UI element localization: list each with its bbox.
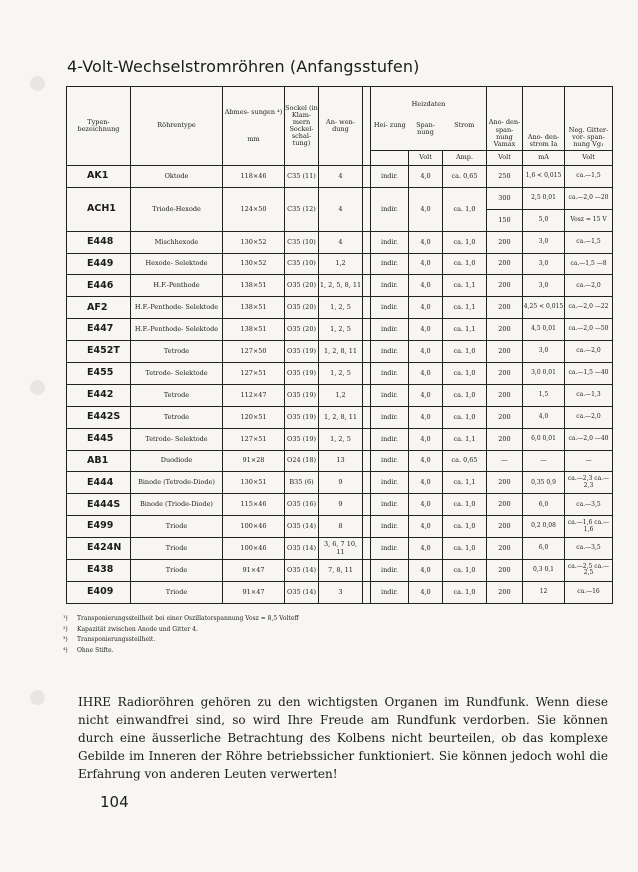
tube-socket: C35 (12) xyxy=(285,187,319,231)
tube-type: Triode xyxy=(131,560,223,582)
tube-name: E455 xyxy=(67,363,131,385)
tube-dimensions: 138×51 xyxy=(223,297,285,319)
tube-heater-voltage: 4,0 xyxy=(409,450,443,472)
header-spacer xyxy=(363,87,371,166)
spacer-cell xyxy=(363,516,371,538)
tube-dimensions: 138×51 xyxy=(223,319,285,341)
tube-application: 4 xyxy=(319,231,363,253)
tube-heater-voltage: 4,0 xyxy=(409,472,443,494)
tube-anode-current: 1,6 < 0,015 xyxy=(523,166,565,188)
tube-dimensions: 130×52 xyxy=(223,231,285,253)
header-rohrentype: Röhrentype xyxy=(131,87,223,166)
tube-anode-current: 6,0 xyxy=(523,494,565,516)
tube-grid-voltage: ca.—2,0 —22 xyxy=(565,297,613,319)
header-typenbezeichnung: Typen- bezeichnung xyxy=(67,87,131,166)
tube-grid-voltage: ca.—2,0 xyxy=(565,275,613,297)
tube-application: 1, 2, 5 xyxy=(319,319,363,341)
tube-anode-voltage: 200 xyxy=(487,494,523,516)
tube-dimensions: 130×51 xyxy=(223,472,285,494)
tube-heating: indir. xyxy=(371,341,409,363)
table-row xyxy=(67,450,613,472)
tube-application: 9 xyxy=(319,494,363,516)
table-row xyxy=(67,363,613,385)
tube-anode-current: 0,2 0,08 xyxy=(523,516,565,538)
tube-grid-voltage: ca.—1,5 xyxy=(565,231,613,253)
tube-anode-current: 4,5 0,01 xyxy=(523,319,565,341)
tube-heating: indir. xyxy=(371,253,409,275)
tube-name: AK1 xyxy=(67,166,131,188)
tube-socket: O35 (19) xyxy=(285,341,319,363)
tube-grid-voltage: ca.—2,0 —40 xyxy=(565,428,613,450)
tube-type: Tetrode xyxy=(131,406,223,428)
tube-anode-voltage: 200 xyxy=(487,231,523,253)
tube-type: H.F.-Penthode- Selektode xyxy=(131,297,223,319)
tube-heating: indir. xyxy=(371,406,409,428)
tube-heating: indir. xyxy=(371,275,409,297)
spacer-cell xyxy=(363,560,371,582)
tube-type: Hexode- Selektode xyxy=(131,253,223,275)
table-row xyxy=(67,428,613,450)
tube-application: 1, 2, 5, 8, 11 xyxy=(319,275,363,297)
spacer-cell xyxy=(363,450,371,472)
footnote-text: Kapazität zwischen Anode und Gitter 4. xyxy=(77,625,198,633)
punch-hole xyxy=(30,380,45,395)
spacer-cell xyxy=(363,472,371,494)
tube-anode-voltage: 200 xyxy=(487,472,523,494)
tube-name: E447 xyxy=(67,319,131,341)
tube-application: 1,2 xyxy=(319,384,363,406)
tube-anode-current: 2,5 0,01 xyxy=(523,187,565,209)
tube-anode-current: 5,0 xyxy=(523,209,565,231)
header-heizung: Hei- zung xyxy=(373,120,406,129)
tube-anode-current: 0,35 0,9 xyxy=(523,472,565,494)
table-row xyxy=(67,319,613,341)
tube-heater-voltage: 4,0 xyxy=(409,581,443,603)
header-strom-unit: Amp. xyxy=(443,151,487,166)
tube-socket: C35 (10) xyxy=(285,231,319,253)
tube-anode-current: 3,0 xyxy=(523,231,565,253)
tube-anode-voltage: 200 xyxy=(487,341,523,363)
tube-application: 1, 2, 5 xyxy=(319,297,363,319)
tube-heater-voltage: 4,0 xyxy=(409,187,443,231)
tube-heater-voltage: 4,0 xyxy=(409,341,443,363)
tube-grid-voltage: Vosz = 15 V xyxy=(565,209,613,231)
tube-socket: O35 (19) xyxy=(285,363,319,385)
tube-heater-current: ca. 1,0 xyxy=(443,406,487,428)
tube-heating: indir. xyxy=(371,384,409,406)
tube-name: E445 xyxy=(67,428,131,450)
tube-socket: B35 (6) xyxy=(285,472,319,494)
tube-heater-current: ca. 1,0 xyxy=(443,538,487,560)
tube-type: Tetrode- Selektode xyxy=(131,428,223,450)
tube-anode-current: 12 xyxy=(523,581,565,603)
footnote-mark: ³) xyxy=(63,636,68,643)
tube-heater-voltage: 4,0 xyxy=(409,406,443,428)
tube-dimensions: 127×51 xyxy=(223,363,285,385)
tube-dimensions: 127×50 xyxy=(223,341,285,363)
tube-heater-voltage: 4,0 xyxy=(409,384,443,406)
tube-application: 1, 2, 8, 11 xyxy=(319,341,363,363)
tube-socket: C35 (10) xyxy=(285,253,319,275)
spacer-cell xyxy=(363,494,371,516)
tube-grid-voltage: ca.—1,5 —40 xyxy=(565,363,613,385)
tube-heating: indir. xyxy=(371,450,409,472)
header-abmessungen-label: Abmes- sungen ⁴) xyxy=(224,107,283,116)
tube-grid-voltage: ca.—2,0 xyxy=(565,341,613,363)
tube-application: 3, 6, 7 10, 11 xyxy=(319,538,363,560)
tube-anode-voltage: 200 xyxy=(487,516,523,538)
tube-application: 4 xyxy=(319,166,363,188)
spacer-cell xyxy=(363,319,371,341)
tube-application: 1, 2, 5 xyxy=(319,363,363,385)
tube-name: E444 xyxy=(67,472,131,494)
page-number: 104 xyxy=(100,793,129,811)
tube-type: Binode (Triode-Diode) xyxy=(131,494,223,516)
tube-grid-voltage: ca.—1,5 xyxy=(565,166,613,188)
table-row xyxy=(67,297,613,319)
tube-heater-voltage: 4,0 xyxy=(409,428,443,450)
tube-heater-current: ca. 1,1 xyxy=(443,472,487,494)
tube-socket: O35 (20) xyxy=(285,319,319,341)
tube-heating: indir. xyxy=(371,319,409,341)
tube-anode-current: 3,0 xyxy=(523,253,565,275)
tube-application: 3 xyxy=(319,581,363,603)
tube-heating: indir. xyxy=(371,187,409,231)
tube-name: E442 xyxy=(67,384,131,406)
tube-type: Triode xyxy=(131,581,223,603)
tube-anode-voltage: — xyxy=(487,450,523,472)
tube-anode-voltage: 150 xyxy=(487,209,523,231)
tube-type: H.F.-Penthode xyxy=(131,275,223,297)
tube-socket: O35 (19) xyxy=(285,428,319,450)
tube-anode-voltage: 200 xyxy=(487,363,523,385)
tube-anode-voltage: 200 xyxy=(487,297,523,319)
tube-anode-voltage: 200 xyxy=(487,560,523,582)
tube-anode-current: 1,5 xyxy=(523,384,565,406)
tube-heating: indir. xyxy=(371,581,409,603)
tube-anode-current: 6,0 0,01 xyxy=(523,428,565,450)
tube-heater-voltage: 4,0 xyxy=(409,275,443,297)
header-spannung: Span- nung xyxy=(416,120,435,137)
tube-application: 8 xyxy=(319,516,363,538)
spacer-cell xyxy=(363,231,371,253)
punch-hole xyxy=(30,690,45,705)
table-row xyxy=(67,253,613,275)
spacer-cell xyxy=(363,341,371,363)
tube-heating: indir. xyxy=(371,297,409,319)
header-anodenspannung: Ano- den- span- nung Vamax xyxy=(487,87,523,151)
tube-heater-current: ca. 1,1 xyxy=(443,319,487,341)
tube-application: 1,2 xyxy=(319,253,363,275)
spacer-cell xyxy=(363,581,371,603)
header-spannung-unit: Volt xyxy=(409,151,443,166)
tube-anode-voltage: 300 xyxy=(487,187,523,209)
tube-application: 13 xyxy=(319,450,363,472)
tube-dimensions: 100×46 xyxy=(223,538,285,560)
tube-dimensions: 127×51 xyxy=(223,428,285,450)
tube-heating: indir. xyxy=(371,516,409,538)
tube-heater-voltage: 4,0 xyxy=(409,516,443,538)
footnote-text: Transponierungssteilheit. xyxy=(77,636,156,643)
tube-heating: indir. xyxy=(371,494,409,516)
tube-anode-voltage: 200 xyxy=(487,253,523,275)
tube-type: Binode (Tetrode-Diode) xyxy=(131,472,223,494)
tube-dimensions: 91×47 xyxy=(223,560,285,582)
tube-heater-voltage: 4,0 xyxy=(409,319,443,341)
tube-name: E438 xyxy=(67,560,131,582)
tube-type: Triode xyxy=(131,538,223,560)
header-abmessungen xyxy=(223,87,285,166)
tube-heater-voltage: 4,0 xyxy=(409,560,443,582)
table-row xyxy=(67,581,613,603)
tube-anode-current: 3,0 0,01 xyxy=(523,363,565,385)
tube-socket: O35 (14) xyxy=(285,581,319,603)
tube-grid-voltage: — xyxy=(565,450,613,472)
tube-anode-voltage: 250 xyxy=(487,166,523,188)
tube-grid-voltage: ca.—2,0 xyxy=(565,406,613,428)
tube-name: E424N xyxy=(67,538,131,560)
tube-heating: indir. xyxy=(371,231,409,253)
tube-heater-current: ca. 1,1 xyxy=(443,275,487,297)
header-abmessungen-unit: mm xyxy=(247,135,260,143)
tube-heater-current: ca. 1,1 xyxy=(443,428,487,450)
tube-type: Oktode xyxy=(131,166,223,188)
footnote xyxy=(63,635,299,646)
tube-socket: O35 (14) xyxy=(285,538,319,560)
tube-grid-voltage: ca.—3,5 xyxy=(565,538,613,560)
spacer-cell xyxy=(363,384,371,406)
tube-socket: O35 (14) xyxy=(285,516,319,538)
tube-heating: indir. xyxy=(371,560,409,582)
tube-heater-current: ca. 1,0 xyxy=(443,187,487,231)
tube-heater-current: ca. 1,0 xyxy=(443,363,487,385)
tube-name: E499 xyxy=(67,516,131,538)
spacer-cell xyxy=(363,363,371,385)
tube-heating: indir. xyxy=(371,472,409,494)
tube-type: Mischhexode xyxy=(131,231,223,253)
tube-dimensions: 115×46 xyxy=(223,494,285,516)
header-anodenspannung-unit: Volt xyxy=(487,151,523,166)
tube-anode-voltage: 200 xyxy=(487,384,523,406)
header-strom: Strom xyxy=(454,120,475,129)
tube-heater-current: ca. 1,0 xyxy=(443,581,487,603)
tube-dimensions: 100×46 xyxy=(223,516,285,538)
tube-heater-current: ca. 1,0 xyxy=(443,341,487,363)
tube-heating: indir. xyxy=(371,538,409,560)
tube-heater-voltage: 4,0 xyxy=(409,494,443,516)
table-row xyxy=(67,472,613,494)
tube-heater-voltage: 4,0 xyxy=(409,538,443,560)
tube-heater-voltage: 4,0 xyxy=(409,253,443,275)
tube-heater-current: ca. 1,0 xyxy=(443,516,487,538)
tube-dimensions: 120×51 xyxy=(223,406,285,428)
tube-name: E442S xyxy=(67,406,131,428)
header-anodenstrom: Ano- den- strom Ia xyxy=(523,87,565,151)
tube-grid-voltage: ca.—2,0 —20 xyxy=(565,187,613,209)
tube-heater-current: ca. 0,65 xyxy=(443,450,487,472)
footnote-mark: ²) xyxy=(63,625,68,633)
tube-heater-current: ca. 1,0 xyxy=(443,253,487,275)
spacer-cell xyxy=(363,166,371,188)
body-paragraph: IHRE Radioröhren gehören zu den wichtigsten Organen im Rundfunk. Wenn diese nicht einwandfrei sind, so wird Ihre Freude am Rundfunk verdorben. Sie können durch eine äusserliche Betrachtung des Kolbens nicht beurteilen, ob das komplexe Gebilde im Inneren der Röhre betriebssicher funktioniert. Sie können jedoch wohl die Erfahrung von anderen Leuten verwerten! xyxy=(78,695,608,781)
tube-anode-current: 4,0 xyxy=(523,406,565,428)
tube-grid-voltage: ca.—1,3 xyxy=(565,384,613,406)
spacer-cell xyxy=(363,538,371,560)
tube-heater-voltage: 4,0 xyxy=(409,231,443,253)
tube-socket: O35 (20) xyxy=(285,275,319,297)
spacer-cell xyxy=(363,297,371,319)
tube-anode-current: 4,25 < 0,015 xyxy=(523,297,565,319)
tube-application: 1, 2, 8, 11 xyxy=(319,406,363,428)
tube-socket: O35 (14) xyxy=(285,560,319,582)
tube-anode-current: — xyxy=(523,450,565,472)
tube-name: E409 xyxy=(67,581,131,603)
table-row xyxy=(67,275,613,297)
tube-dimensions: 112×47 xyxy=(223,384,285,406)
tube-type: Tetrode xyxy=(131,384,223,406)
footnotes xyxy=(63,614,299,656)
tube-grid-voltage: ca.—2,5 ca.—2,5 xyxy=(565,560,613,582)
tube-anode-voltage: 200 xyxy=(487,428,523,450)
tube-dimensions: 91×28 xyxy=(223,450,285,472)
tube-heater-current: ca. 1,0 xyxy=(443,560,487,582)
page-title: 4-Volt-Wechselstromröhren (Anfangsstufen) xyxy=(67,57,420,76)
header-heizdaten xyxy=(371,87,487,151)
tube-heater-voltage: 4,0 xyxy=(409,363,443,385)
tube-type: H.F.-Penthode- Selektode xyxy=(131,319,223,341)
tube-name: E444S xyxy=(67,494,131,516)
table-row xyxy=(67,516,613,538)
tube-application: 7, 8, 11 xyxy=(319,560,363,582)
footnote-mark: ⁴) xyxy=(63,646,68,654)
tube-type: Triode xyxy=(131,516,223,538)
tube-grid-voltage: ca.—1,6 ca.—1,6 xyxy=(565,516,613,538)
spacer-cell xyxy=(363,406,371,428)
tube-dimensions: 138×51 xyxy=(223,275,285,297)
tube-dimensions: 91×47 xyxy=(223,581,285,603)
table-row xyxy=(67,231,613,253)
tube-type: Tetrode- Selektode xyxy=(131,363,223,385)
tube-anode-current: 3,0 xyxy=(523,275,565,297)
tube-anode-current: 6,0 xyxy=(523,538,565,560)
header-heizung-unit xyxy=(371,151,409,166)
tube-socket: O35 (16) xyxy=(285,494,319,516)
table-row xyxy=(67,560,613,582)
tube-socket: O24 (18) xyxy=(285,450,319,472)
spacer-cell xyxy=(363,253,371,275)
table-row xyxy=(67,187,613,209)
footnote xyxy=(63,614,299,625)
tube-anode-current: 3,0 xyxy=(523,341,565,363)
tube-type: Tetrode xyxy=(131,341,223,363)
tube-table xyxy=(66,86,613,604)
footnote xyxy=(63,625,299,636)
tube-heater-current: ca. 1,1 xyxy=(443,297,487,319)
header-anodenstrom-unit: mA xyxy=(523,151,565,166)
punch-hole xyxy=(30,76,45,91)
tube-grid-voltage: ca.—16 xyxy=(565,581,613,603)
tube-heater-current: ca. 1,0 xyxy=(443,231,487,253)
table-row xyxy=(67,166,613,188)
tube-socket: O35 (20) xyxy=(285,297,319,319)
footnote xyxy=(63,646,299,657)
tube-heater-voltage: 4,0 xyxy=(409,166,443,188)
table-row xyxy=(67,494,613,516)
header-sockel: Sockel (in Klam- mern Sockel- schal- tung) xyxy=(285,87,319,166)
tube-application: 4 xyxy=(319,187,363,231)
spacer-cell xyxy=(363,275,371,297)
tube-dimensions: 118×46 xyxy=(223,166,285,188)
footnote-text: Transponierungssteilheit bei einer Oszillatorspannung Vosz = 8,5 Volteff xyxy=(77,615,299,622)
tube-anode-voltage: 200 xyxy=(487,581,523,603)
tube-anode-voltage: 200 xyxy=(487,275,523,297)
header-anwendung: An- wen- dung xyxy=(319,87,363,166)
tube-heating: indir. xyxy=(371,363,409,385)
tube-anode-voltage: 200 xyxy=(487,406,523,428)
footnote-text: Ohne Stifte. xyxy=(77,646,114,654)
tube-grid-voltage: ca.—2,0 —50 xyxy=(565,319,613,341)
tube-anode-voltage: 200 xyxy=(487,538,523,560)
tube-name: ACH1 xyxy=(67,187,131,231)
tube-application: 9 xyxy=(319,472,363,494)
tube-anode-voltage: 200 xyxy=(487,319,523,341)
table-row xyxy=(67,538,613,560)
table-row xyxy=(67,384,613,406)
tube-name: AB1 xyxy=(67,450,131,472)
tube-name: E446 xyxy=(67,275,131,297)
tube-name: E452T xyxy=(67,341,131,363)
header-gitterspannung-unit: Volt xyxy=(565,151,613,166)
tube-anode-current: 0,3 0,1 xyxy=(523,560,565,582)
tube-heater-current: ca. 1,0 xyxy=(443,494,487,516)
tube-name: E449 xyxy=(67,253,131,275)
tube-heating: indir. xyxy=(371,428,409,450)
header-heizdaten-label: Heizdaten xyxy=(411,99,446,108)
tube-heater-current: ca. 0,65 xyxy=(443,166,487,188)
tube-socket: O35 (19) xyxy=(285,384,319,406)
spacer-cell xyxy=(363,428,371,450)
tube-grid-voltage: ca.—3,5 xyxy=(565,494,613,516)
tube-socket: C35 (11) xyxy=(285,166,319,188)
tube-heater-current: ca. 1,0 xyxy=(443,384,487,406)
tube-application: 1, 2, 5 xyxy=(319,428,363,450)
tube-grid-voltage: ca.—1,5 —8 xyxy=(565,253,613,275)
tube-type: Triode-Hexode xyxy=(131,187,223,231)
tube-type: Duodiode xyxy=(131,450,223,472)
tube-name: AF2 xyxy=(67,297,131,319)
tube-name: E448 xyxy=(67,231,131,253)
tube-dimensions: 124×50 xyxy=(223,187,285,231)
table-row xyxy=(67,341,613,363)
table-row xyxy=(67,406,613,428)
tube-dimensions: 130×52 xyxy=(223,253,285,275)
tube-table-body xyxy=(67,166,613,604)
tube-heater-voltage: 4,0 xyxy=(409,297,443,319)
tube-heating: indir. xyxy=(371,166,409,188)
tube-grid-voltage: ca.—2,3 ca.—2,3 xyxy=(565,472,613,494)
spacer-cell xyxy=(363,187,371,231)
footnote-mark: ¹) xyxy=(63,615,68,622)
header-gitterspannung: Neg. Gitter- vor- span- nung Vg₁ xyxy=(565,87,613,151)
tube-socket: O35 (19) xyxy=(285,406,319,428)
